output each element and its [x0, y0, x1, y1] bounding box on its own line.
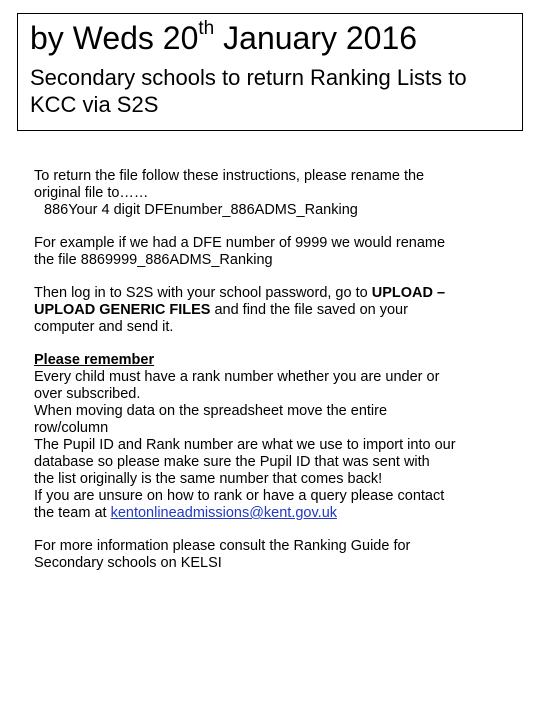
upload-line-3: computer and send it.	[34, 319, 174, 335]
kelsi-label: KELSI	[180, 555, 222, 571]
contact-email-link[interactable]: kentonlineadmissions@kent.gov.uk	[110, 505, 338, 521]
upload-line-2	[34, 302, 514, 319]
page-title	[30, 18, 522, 58]
example-paragraph	[34, 235, 514, 269]
subtitle-line-2: KCC via S2S	[30, 92, 159, 117]
upload-menu-label: UPLOAD –	[371, 285, 446, 301]
page-subtitle	[30, 64, 522, 118]
more-info-line-2-text: Secondary schools on	[34, 555, 181, 571]
upload-line-2-text: and find the file saved on your	[210, 302, 408, 318]
remember-item-pupil-id	[34, 437, 514, 488]
instructions-body	[34, 168, 514, 572]
filename-format: 886Your 4 digit DFEnumber_886ADMS_Ranking	[44, 202, 358, 218]
remember-item-pupil-id-line-1: The Pupil ID and Rank number are what we use to import into our	[34, 437, 456, 453]
rename-instruction-line-1: To return the file follow these instructions, please rename the	[34, 168, 425, 184]
contact-prefix: the team at	[34, 505, 111, 521]
please-remember-heading: Please remember	[34, 352, 155, 368]
more-info-line-1: For more information please consult the Ranking Guide for	[34, 538, 411, 554]
title-superscript: th	[198, 18, 215, 40]
remember-item-contact-line-1: If you are unsure on how to rank or have a query please contact	[34, 488, 445, 504]
rename-instruction-line-2: original file to……	[34, 185, 149, 201]
upload-generic-files-label: UPLOAD GENERIC FILES	[34, 302, 211, 318]
title-suffix: January 2016	[214, 20, 418, 56]
upload-line-1-text: Then log in to S2S with your school password, go to	[34, 285, 372, 301]
more-info-paragraph	[34, 538, 514, 572]
remember-item-rank-line-2: over subscribed.	[34, 386, 141, 402]
remember-item-rank	[34, 369, 514, 403]
remember-item-pupil-id-line-2: database so please make sure the Pupil ID that was sent with	[34, 454, 430, 470]
remember-item-pupil-id-line-3: the list originally is the same number that comes back!	[34, 471, 383, 487]
example-line-2: the file 8869999_886ADMS_Ranking	[34, 252, 273, 268]
more-info-line-2	[34, 555, 514, 572]
remember-item-spreadsheet-line-2: row/column	[34, 420, 109, 436]
remember-item-contact-line-2	[34, 505, 514, 522]
title-prefix: by Weds 20	[30, 20, 199, 56]
example-line-1: For example if we had a DFE number of 9999 we would rename	[34, 235, 446, 251]
upload-line-1	[34, 285, 514, 302]
upload-instruction	[34, 285, 514, 336]
remember-item-spreadsheet	[34, 403, 514, 437]
title-box	[17, 13, 523, 131]
subtitle-line-1: Secondary schools to return Ranking Lists to	[30, 65, 467, 90]
remember-item-spreadsheet-line-1: When moving data on the spreadsheet move the entire	[34, 403, 388, 419]
remember-item-rank-line-1: Every child must have a rank number whether you are under or	[34, 369, 440, 385]
remember-item-contact	[34, 488, 514, 522]
rename-instruction	[34, 168, 514, 219]
